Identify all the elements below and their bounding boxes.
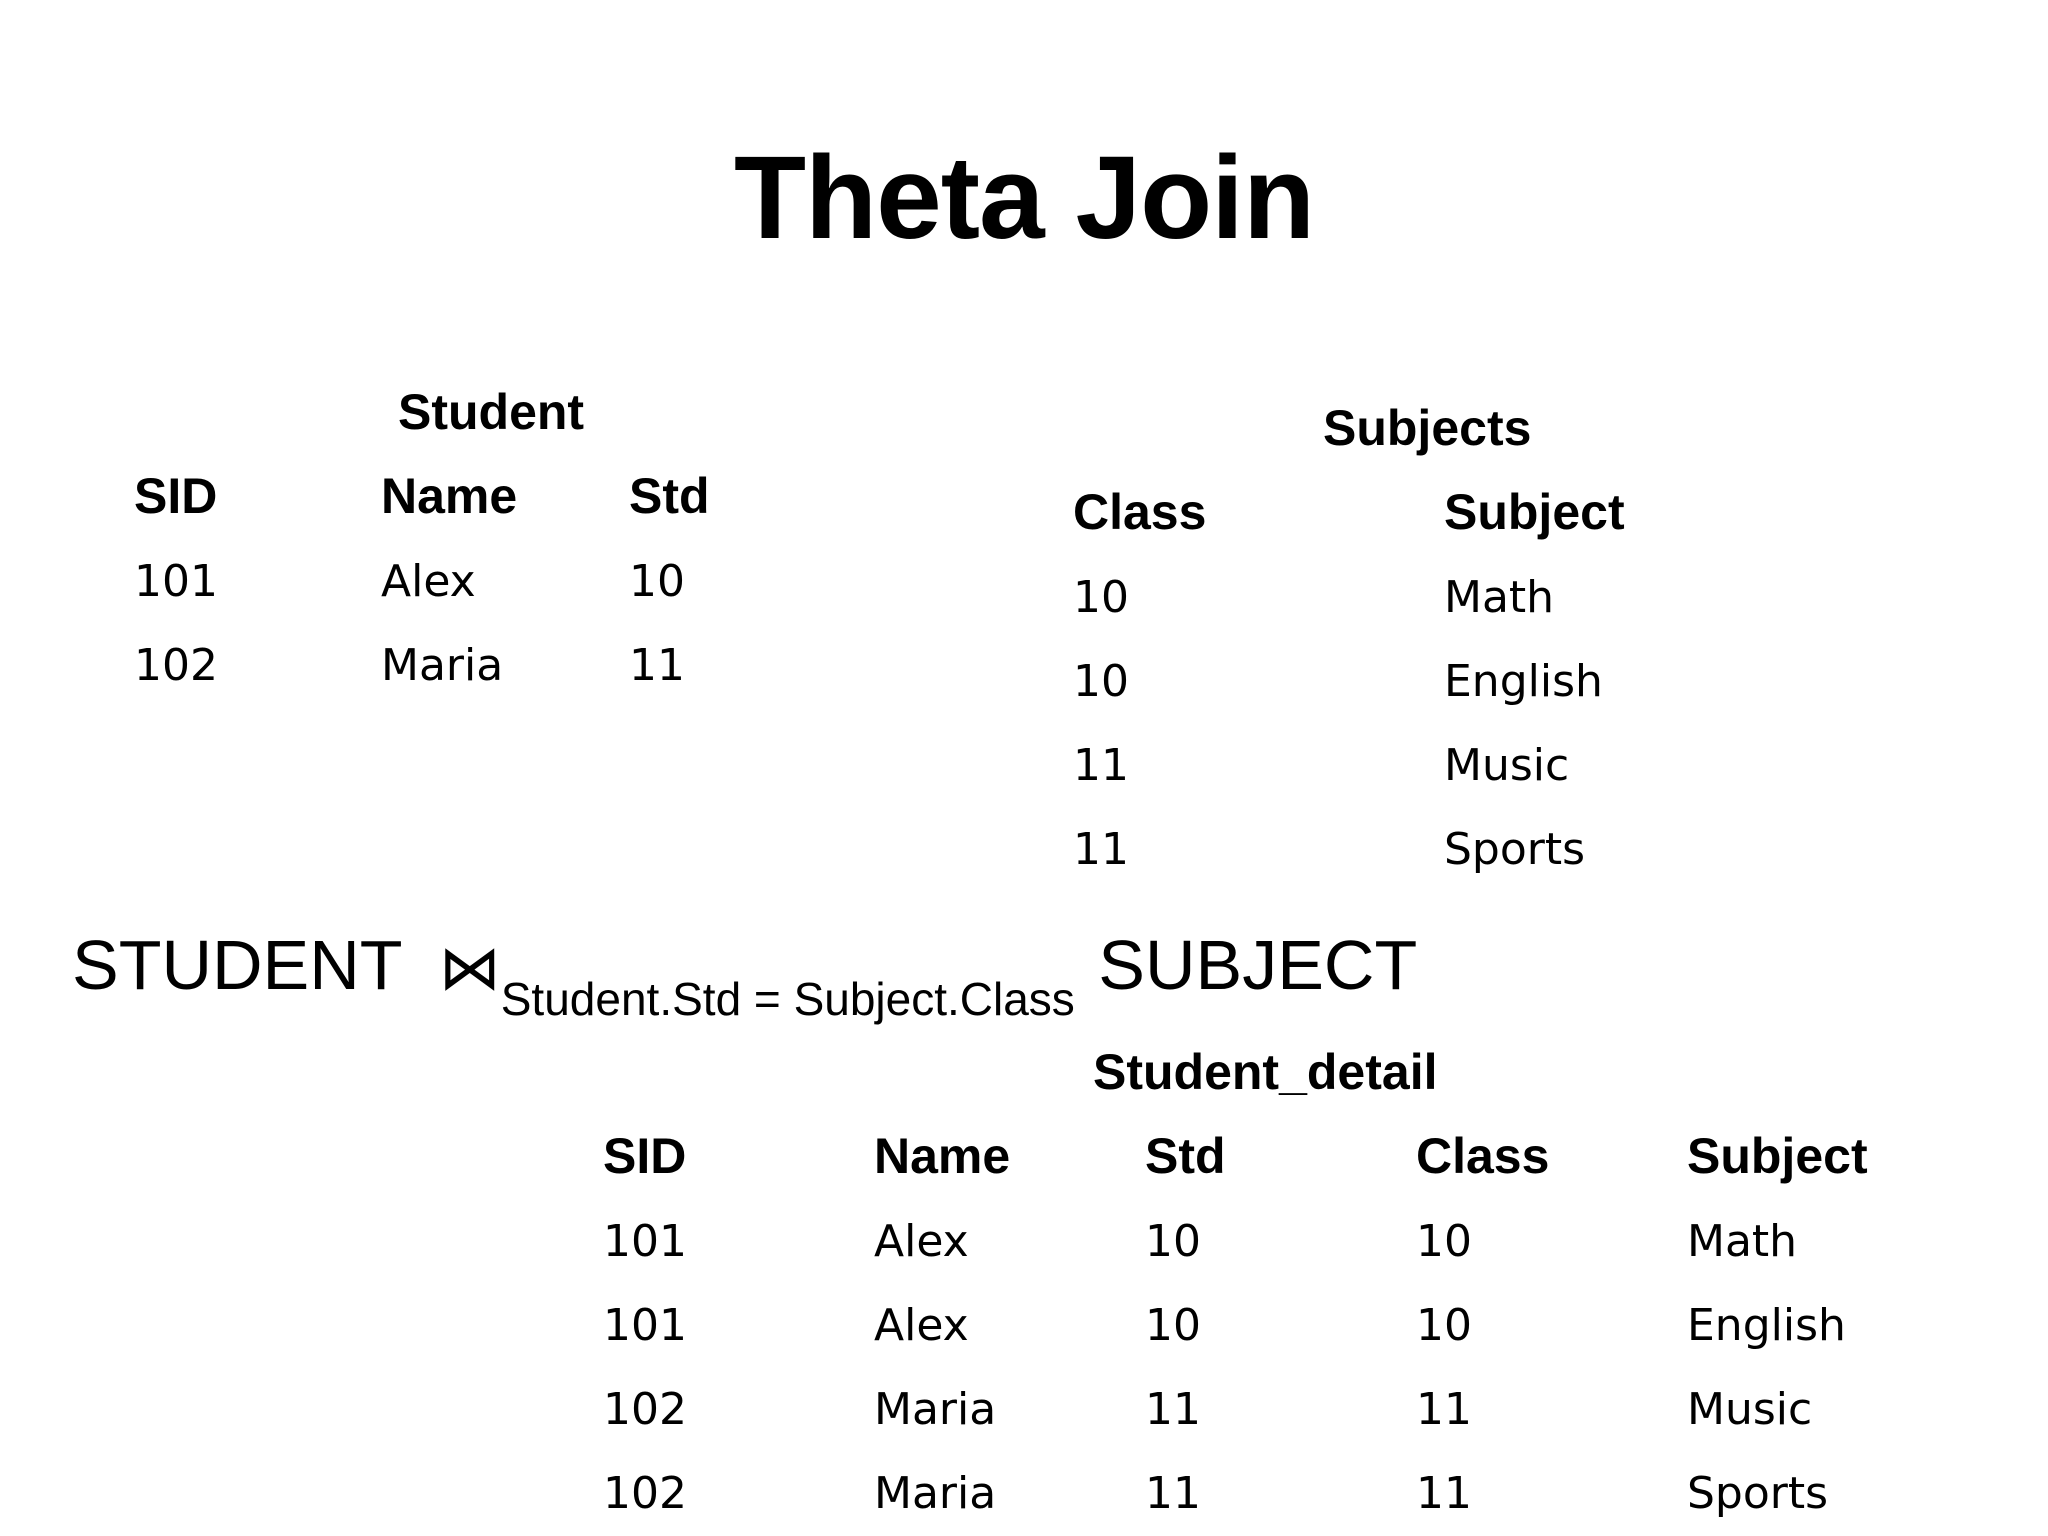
- detail-cell-sid: 102: [603, 1384, 687, 1435]
- detail-cell-subject: Music: [1687, 1384, 1813, 1435]
- subjects-cell-subject: Sports: [1444, 824, 1586, 875]
- detail-cell-class: 11: [1416, 1384, 1472, 1435]
- student-cell-name: Maria: [381, 640, 504, 691]
- detail-cell-name: Alex: [874, 1216, 969, 1267]
- student-cell-sid: 102: [134, 640, 218, 691]
- subjects-table-caption: Subjects: [1323, 400, 1532, 456]
- join-operator: ⋈: [438, 931, 501, 1004]
- subjects-cell-class: 11: [1073, 740, 1129, 791]
- student-table-caption: Student: [398, 384, 585, 440]
- subjects-cell-subject: Math: [1444, 572, 1555, 623]
- subjects-cell-subject: English: [1444, 656, 1603, 707]
- detail-cell-sid: 101: [603, 1300, 687, 1351]
- detail-cell-std: 11: [1145, 1384, 1201, 1435]
- detail-cell-class: 11: [1416, 1468, 1472, 1519]
- join-condition: Student.Std = Subject.Class: [500, 973, 1075, 1025]
- student-header-sid: SID: [134, 468, 218, 524]
- detail-cell-subject: Sports: [1687, 1468, 1829, 1519]
- detail-header-class: Class: [1416, 1128, 1550, 1184]
- detail-header-std: Std: [1145, 1128, 1226, 1184]
- student-header-std: Std: [629, 468, 710, 524]
- subjects-header-subject: Subject: [1444, 484, 1625, 540]
- detail-cell-std: 10: [1145, 1216, 1201, 1267]
- detail-cell-sid: 101: [603, 1216, 687, 1267]
- student-cell-sid: 101: [134, 556, 218, 607]
- detail-cell-std: 10: [1145, 1300, 1201, 1351]
- detail-cell-class: 10: [1416, 1300, 1472, 1351]
- detail-cell-name: Alex: [874, 1300, 969, 1351]
- subjects-cell-class: 11: [1073, 824, 1129, 875]
- detail-cell-name: Maria: [874, 1468, 997, 1519]
- join-expression: [72, 920, 1418, 1025]
- detail-cell-sid: 102: [603, 1468, 687, 1519]
- subjects-header-class: Class: [1073, 484, 1207, 540]
- slide-title: Theta Join: [733, 132, 1315, 264]
- subjects-cell-subject: Music: [1444, 740, 1570, 791]
- detail-header-subject: Subject: [1687, 1128, 1868, 1184]
- detail-cell-subject: Math: [1687, 1216, 1798, 1267]
- student-header-name: Name: [381, 468, 518, 524]
- detail-cell-subject: English: [1687, 1300, 1846, 1351]
- detail-cell-name: Maria: [874, 1384, 997, 1435]
- subjects-cell-class: 10: [1073, 656, 1129, 707]
- student-detail-caption: Student_detail: [1093, 1044, 1438, 1100]
- subjects-cell-class: 10: [1073, 572, 1129, 623]
- detail-cell-class: 10: [1416, 1216, 1472, 1267]
- expression-left-relation: STUDENT: [72, 926, 402, 1004]
- expression-right-relation: SUBJECT: [1098, 926, 1418, 1004]
- student-cell-std: 10: [629, 556, 685, 607]
- student-cell-std: 11: [629, 640, 685, 691]
- detail-header-sid: SID: [603, 1128, 687, 1184]
- detail-header-name: Name: [874, 1128, 1011, 1184]
- student-cell-name: Alex: [381, 556, 476, 607]
- detail-cell-std: 11: [1145, 1468, 1201, 1519]
